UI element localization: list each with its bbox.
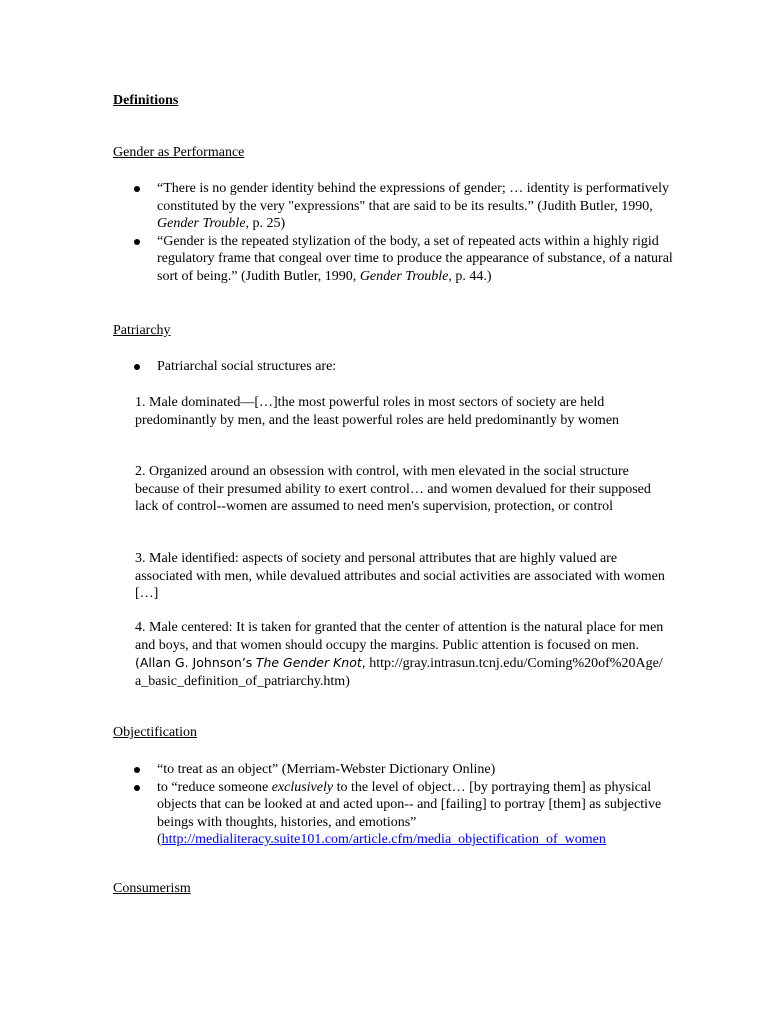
list-item <box>113 779 673 849</box>
emphasis-text: exclusively <box>271 779 334 795</box>
paragraph-control: 2. Organized around an obsession with control, with men elevated in the social structure because of their presumed ability to exert control… and women devalued for their supposed lack of control--women are assumed to need men's supervision, protection, or control <box>135 464 651 514</box>
book-title: Gender Trouble <box>359 268 449 284</box>
heading-consumerism: Consumerism <box>113 881 191 896</box>
citation-tail: , p. 44.) <box>448 268 492 284</box>
paragraph-text: 4. Male centered: It is taken for granted that the center of attention is the natural place for men and boys, and that women should occupy the margins. Public attention is focused on men. <box>135 620 664 653</box>
definition-text: to “reduce someone <box>157 779 269 795</box>
heading-gender-as-performance: Gender as Performance <box>113 145 245 160</box>
definition-text-cont: to the level of object… [by portraying them] as physical objects that can be looked at and acted upon-- and [failing] to portray [them] as subjective beings with thoughts, histories, and emotions” ( <box>157 779 662 847</box>
list-item <box>113 358 673 376</box>
citation-url: http://gray.intrasun.tcnj.edu/Coming%20of%20Age/a_basic_definition_of_patriarchy.htm) <box>135 656 663 689</box>
objectification-list <box>113 761 673 849</box>
list-item-text: “to treat as an object” (Merriam-Webster Dictionary Online) <box>157 762 496 777</box>
source-link[interactable]: http://medialiteracy.suite101.com/article.cfm/media_objectification_of_women <box>161 832 606 847</box>
quote-text: “There is no gender identity behind the expressions of gender; … identity is performatively constituted by the very "expressions" that are said to be its results.” (Judith Butler, 1990, <box>157 181 670 214</box>
citation-author: (Allan G. Johnson’s <box>135 655 253 670</box>
page-title: Definitions <box>113 93 179 108</box>
bullet-icon <box>134 239 140 245</box>
bullet-icon <box>134 785 140 791</box>
list-item <box>113 180 673 233</box>
paragraph-male-centered <box>135 619 665 690</box>
bullet-icon <box>134 364 140 370</box>
heading-patriarchy: Patriarchy <box>113 323 171 338</box>
book-title: Gender Trouble <box>157 216 246 231</box>
paragraph-male-dominated: 1. Male dominated—[…]the most powerful roles in most sectors of society are held predominantly by men, and the least powerful roles are held predominantly by women <box>135 395 620 428</box>
list-item-text: Patriarchal social structures are: <box>157 359 337 374</box>
bullet-icon <box>134 767 140 773</box>
quote-text: “Gender is the repeated stylization of the body, a set of repeated acts within a highly rigid regulatory frame that congeal over time to produce the appearance of substance, of a natural sort of being.” (Judith Butler, 1990, <box>157 233 673 284</box>
gender-quotes-list <box>113 180 673 285</box>
citation-tail: , p. 25) <box>245 216 286 231</box>
paragraph-male-identified: 3. Male identified: aspects of society and personal attributes that are highly valued are associated with men, while devalued attributes and social activities are associated with women […] <box>135 551 665 601</box>
citation-comma: , <box>361 655 366 670</box>
list-item <box>113 233 673 286</box>
bullet-icon <box>134 186 140 192</box>
list-item <box>113 761 673 779</box>
book-title: The Gender Knot <box>255 655 362 670</box>
heading-objectification: Objectification <box>113 725 197 740</box>
patriarchy-list <box>113 358 673 376</box>
